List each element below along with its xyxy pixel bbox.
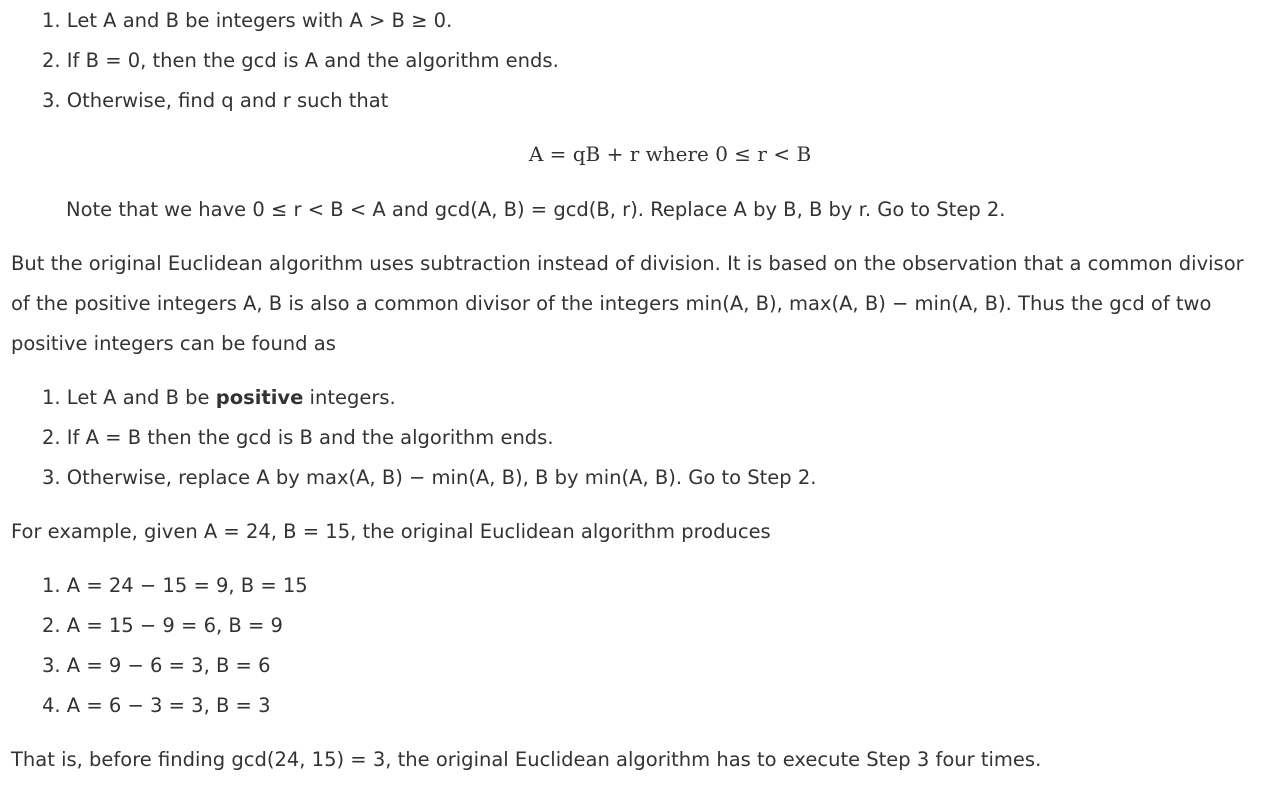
- list1-item-1: 1. Let A and B be integers with A > B ≥ 0.: [42, 9, 453, 32]
- list2-item-2: 2. If A = B then the gcd is B and the algorithm ends.: [42, 426, 554, 449]
- para1-line-2: of the positive integers A, B is also a common divisor of the integers min(A, B), max(A, B) − min(A, B). Thus the gcd of two: [11, 292, 1212, 315]
- para2: For example, given A = 24, B = 15, the original Euclidean algorithm produces: [11, 520, 771, 543]
- list2-item-1-pre: 1. Let A and B be: [42, 386, 216, 409]
- list2-item-3: 3. Otherwise, replace A by max(A, B) − min(A, B), B by min(A, B). Go to Step 2.: [42, 466, 817, 489]
- para1-line-1: But the original Euclidean algorithm uses subtraction instead of division. It is based on the observation that a common divisor: [11, 252, 1244, 275]
- list2-item-1-bold: positive: [215, 386, 304, 409]
- list3-item-1: 1. A = 24 − 15 = 9, B = 15: [42, 574, 308, 597]
- list2-item-1: [42, 383, 396, 413]
- list1-item-3: 3. Otherwise, find q and r such that: [42, 89, 389, 112]
- list1-item-2: 2. If B = 0, then the gcd is A and the algorithm ends.: [42, 49, 559, 72]
- list1-note: Note that we have 0 ≤ r < B < A and gcd(A, B) = gcd(B, r). Replace A by B, B by r. Go to Step 2.: [66, 198, 1006, 221]
- para1-line-3: positive integers can be found as: [11, 332, 336, 355]
- list3-item-4: 4. A = 6 − 3 = 3, B = 3: [42, 694, 271, 717]
- list3-item-3: 3. A = 9 − 6 = 3, B = 6: [42, 654, 271, 677]
- list3-item-2: 2. A = 15 − 9 = 6, B = 9: [42, 614, 283, 637]
- para3: That is, before finding gcd(24, 15) = 3, the original Euclidean algorithm has to execute Step 3 four times.: [11, 748, 1042, 771]
- display-equation: A = qB + r where 0 ≤ r < B: [528, 142, 812, 166]
- list2-item-1-post: integers.: [303, 386, 396, 409]
